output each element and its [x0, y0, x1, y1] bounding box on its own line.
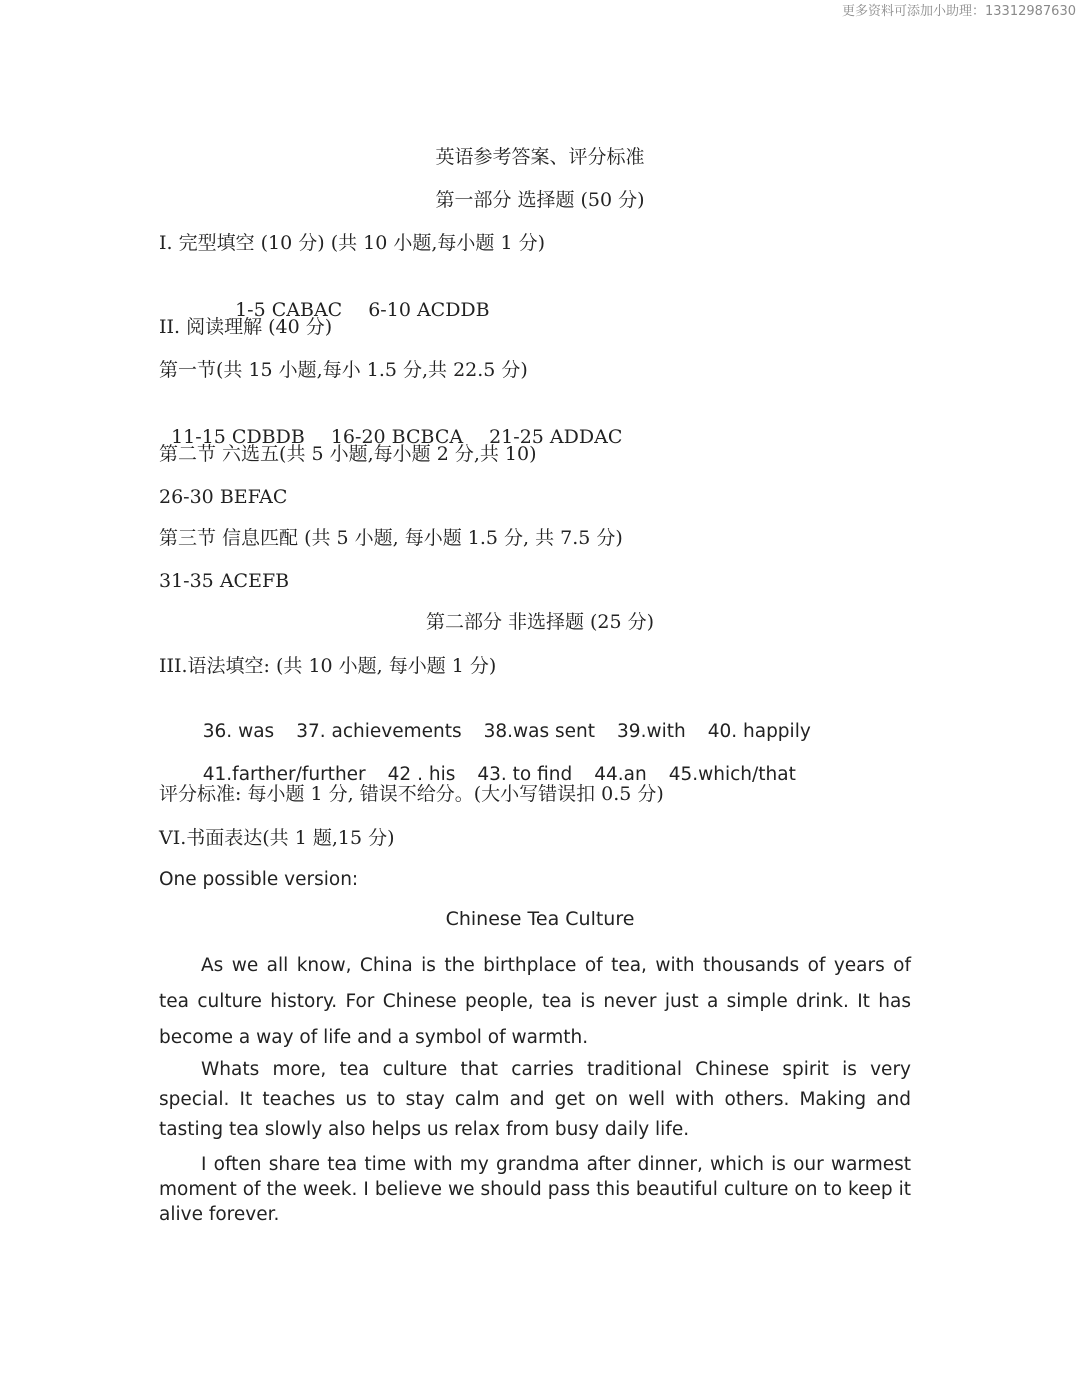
grammar-answer: 45.which/that: [668, 764, 796, 785]
grammar-answers-row1: [191, 696, 833, 744]
document-title: 英语参考答案、评分标准: [435, 146, 645, 168]
section4-heading: VI.书面表达(共 1 题,15 分): [159, 827, 395, 849]
answer-group: 1-5 CABAC: [235, 299, 343, 321]
answer-group: 21-25 ADDAC: [489, 426, 623, 448]
grammar-answer: 40. happily: [707, 721, 811, 742]
watermark: 更多资料可添加小助理：13312987630: [842, 4, 1076, 19]
grammar-answer: 36. was: [202, 721, 275, 742]
answer-group: 11-15 CDBDB: [171, 426, 305, 448]
grading-criteria: 评分标准: 每小题 1 分, 错误不给分。(大小写错误扣 0.5 分): [159, 783, 664, 805]
grammar-answer: 41.farther/further: [202, 764, 366, 785]
essay-paragraph: I often share tea time with my grandma after dinner, which is our warmest moment of the week. I believe we should pass this beautiful culture on to keep it alive forever.: [159, 1154, 911, 1225]
grammar-answer: 39.with: [617, 721, 686, 742]
node1-heading: 第一节(共 15 小题,每小 1.5 分,共 22.5 分): [159, 359, 528, 381]
answer-group: 6-10 ACDDB: [368, 299, 490, 321]
grammar-answer: 44.an: [594, 764, 647, 785]
section3-heading: III.语法填空: (共 10 小题, 每小题 1 分): [159, 655, 497, 677]
answer-group: 16-20 BCBCA: [330, 426, 464, 448]
grammar-answers-row2: [191, 739, 818, 787]
grammar-answer: 43. to find: [477, 764, 573, 785]
node2-answers: 26-30 BEFAC: [159, 486, 288, 508]
sample-intro: One possible version:: [159, 869, 359, 890]
essay-paragraph: Whats more, tea culture that carries traditional Chinese spirit is very special. It teaches us to stay calm and get on well with others. Making and tasting tea slowly also helps us relax from busy daily life.: [159, 1059, 911, 1140]
node3-heading: 第三节 信息匹配 (共 5 小题, 每小题 1.5 分, 共 7.5 分): [159, 527, 623, 549]
essay-title: Chinese Tea Culture: [445, 908, 635, 930]
grammar-answer: 38.was sent: [483, 721, 596, 742]
section1-heading: I. 完型填空 (10 分) (共 10 小题,每小题 1 分): [159, 232, 545, 254]
grammar-answer: 37. achievements: [296, 721, 462, 742]
part1-heading: 第一部分 选择题 (50 分): [435, 189, 645, 211]
part2-heading: 第二部分 非选择题 (25 分): [425, 611, 655, 633]
essay-paragraph: As we all know, China is the birthplace of tea, with thousands of years of tea culture history. For Chinese people, tea is never just a simple drink. It has become a way of life and a symbol of warmth.: [159, 955, 911, 1048]
node3-answers: 31-35 ACEFB: [159, 570, 290, 592]
section2-heading: II. 阅读理解 (40 分): [159, 316, 333, 338]
grammar-answer: 42 . his: [387, 764, 456, 785]
node2-heading: 第二节 六选五(共 5 小题,每小题 2 分,共 10): [159, 443, 537, 465]
